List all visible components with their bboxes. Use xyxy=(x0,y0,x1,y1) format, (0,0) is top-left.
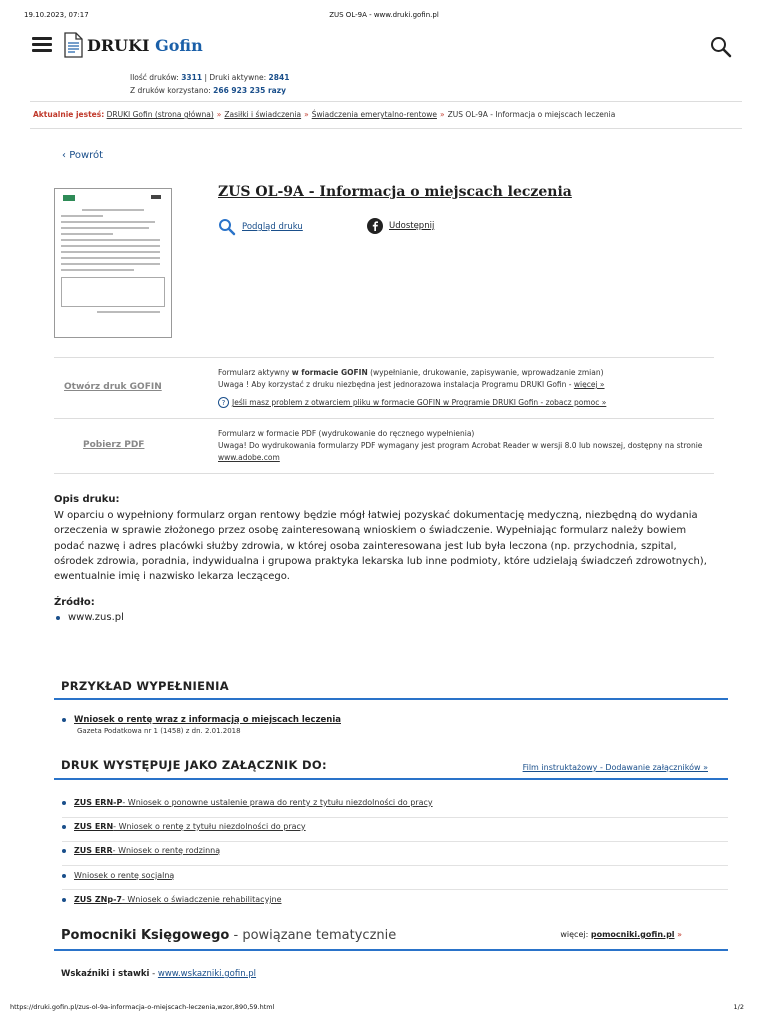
facebook-icon xyxy=(367,218,383,234)
bullet-icon xyxy=(56,616,60,620)
attachment-item[interactable]: ZUS ERN-P - Wniosek o ponowne ustalenie prawa do renty z tytułu niezdolności do pracy xyxy=(62,798,433,807)
attachments-heading: DRUK WYSTĘPUJE JAKO ZAŁĄCZNIK DO: xyxy=(61,758,327,772)
print-page-number: 1/2 xyxy=(733,1003,744,1011)
divider xyxy=(62,865,728,866)
open-gofin-button[interactable]: Otwórz druk GOFIN xyxy=(64,382,162,392)
form-thumbnail[interactable] xyxy=(54,188,172,338)
attachment-item[interactable]: ZUS ZNp-7 - Wniosek o świadczenie rehabilitacyjne xyxy=(62,895,282,904)
video-tutorial-link[interactable]: Film instruktażowy - Dodawanie załączników » xyxy=(522,763,708,772)
divider xyxy=(30,101,742,102)
divider xyxy=(54,357,714,358)
section-divider xyxy=(54,949,728,951)
top-bar xyxy=(32,30,742,64)
logo[interactable] xyxy=(62,30,203,60)
attachment-item[interactable]: ZUS ERN - Wniosek o rentę z tytułu niezdolności do pracy xyxy=(62,822,306,831)
example-item[interactable]: Wniosek o rentę wraz z informacją o miejscach leczenia Gazeta Podatkowa nr 1 (1458) z dn. 2.01.2018 xyxy=(62,715,341,735)
help-link[interactable]: ? Jeśli masz problem z otwarciem pliku w formacie GOFIN w Programie DRUKI Gofin - zobacz pomoc » xyxy=(218,397,606,408)
print-date: 19.10.2023, 07:17 xyxy=(24,11,89,19)
gofin-description: Formularz aktywny w formacie GOFIN (wypełnianie, drukowanie, zapisywanie, wprowadzanie zmian) Uwaga ! Aby korzystać z druku niezbędna jest jednorazowa instalacja Programu DRUKI Gofin - więcej » xyxy=(218,368,605,389)
section-divider xyxy=(54,778,728,780)
chevron-left-icon: ‹ xyxy=(62,150,66,161)
breadcrumb-home[interactable]: DRUKI Gofin (strona główna) xyxy=(106,110,214,119)
document-title[interactable]: ZUS OL-9A - Informacja o miejscach leczenia xyxy=(218,184,572,200)
wskazniki-link[interactable]: www.wskazniki.gofin.pl xyxy=(157,969,257,979)
source-item: www.zus.pl xyxy=(56,612,124,623)
print-title: ZUS OL-9A - www.druki.gofin.pl xyxy=(329,11,439,19)
divider xyxy=(62,841,728,842)
attachment-item[interactable]: Wniosek o rentę socjalną xyxy=(62,871,174,880)
breadcrumb: Aktualnie jesteś: DRUKI Gofin (strona główna) » Zasiłki i świadczenia » Świadczenia emerytalno-rentowe » ZUS OL-9A - Informacja o miejscach leczenia xyxy=(33,110,616,119)
divider xyxy=(54,473,714,474)
menu-icon[interactable] xyxy=(32,37,52,53)
bullet-icon xyxy=(62,849,66,853)
adobe-link[interactable]: www.adobe.com xyxy=(218,453,280,462)
bullet-icon xyxy=(62,718,66,722)
bullet-icon xyxy=(62,898,66,902)
print-header xyxy=(0,11,768,21)
more-info-link[interactable]: więcej » xyxy=(573,380,605,389)
source-heading: Źródło: xyxy=(54,597,95,608)
section-divider xyxy=(54,698,728,700)
breadcrumb-swiadczenia[interactable]: Świadczenia emerytalno-rentowe xyxy=(311,110,437,119)
document-logo-icon xyxy=(62,32,84,58)
pomocniki-more-link[interactable]: więcej: pomocniki.gofin.pl » xyxy=(560,930,682,939)
divider xyxy=(54,418,714,419)
description-text: W oparciu o wypełniony formularz organ rentowy będzie mógł łatwiej pozyskać dokumentację medyczną, niezbędną do wydania orzeczenia w sprawie złożonego przez osobę zainteresowaną wnioskiem o świadczenie. Wypełniając formularz należy bowiem podać nazwę i adres placówki służby zdrowia, w której osoba zainteresowana jest lub była leczona (np. przychodnia, szpital, ośrodek zdrowia, poradnia, indywidualna i grupowa praktyka lekarska lub inne podmioty, które udzielają świadczeń zdrowotnych), ewentualnie imię i nazwisko lekarza leczącego. xyxy=(54,510,707,583)
active-forms-count: 2841 xyxy=(268,73,290,82)
divider xyxy=(62,817,728,818)
share-button[interactable]: Udostępnij xyxy=(367,218,434,234)
bullet-icon xyxy=(62,825,66,829)
example-heading: PRZYKŁAD WYPEŁNIENIA xyxy=(61,679,229,693)
description-heading: Opis druku: xyxy=(54,494,120,505)
divider xyxy=(62,889,728,890)
print-url: https://druki.gofin.pl/zus-ol-9a-informacja-o-miejscach-leczenia,wzor,890,59.html xyxy=(10,1003,275,1011)
pomocniki-heading: Pomocniki Księgowego - powiązane tematycznie xyxy=(61,928,397,943)
preview-button[interactable]: Podgląd druku xyxy=(218,218,303,236)
breadcrumb-current: ZUS OL-9A - Informacja o miejscach leczenia xyxy=(447,110,616,119)
back-link[interactable]: ‹ Powrót xyxy=(62,150,104,161)
attachment-item[interactable]: ZUS ERR - Wniosek o rentę rodzinną xyxy=(62,846,220,855)
site-stats: Ilość druków: 3311 | Druki aktywne: 2841 Z druków korzystano: 266 923 235 razy xyxy=(130,73,290,95)
breadcrumb-zasilki[interactable]: Zasiłki i świadczenia xyxy=(224,110,302,119)
question-icon: ? xyxy=(218,397,229,408)
magnifier-icon xyxy=(218,218,236,236)
usage-count: 266 923 235 razy xyxy=(213,86,286,95)
bullet-icon xyxy=(62,801,66,805)
logo-text: DRUKI Gofin xyxy=(87,35,203,55)
search-icon[interactable] xyxy=(710,36,732,58)
bullet-icon xyxy=(62,874,66,878)
download-pdf-button[interactable]: Pobierz PDF xyxy=(83,440,145,450)
wskazniki-row: Wskaźniki i stawki - www.wskazniki.gofin.pl xyxy=(61,969,257,979)
forms-count: 3311 xyxy=(181,73,203,82)
divider xyxy=(30,128,742,129)
pdf-description: Formularz w formacie PDF (wydrukowanie do ręcznego wypełnienia) Uwaga! Do wydrukowania formularzy PDF wymagany jest program Acrobat Reader w wersji 8.0 lub nowszej, dostępny na stronie www.adobe.com xyxy=(218,429,703,462)
